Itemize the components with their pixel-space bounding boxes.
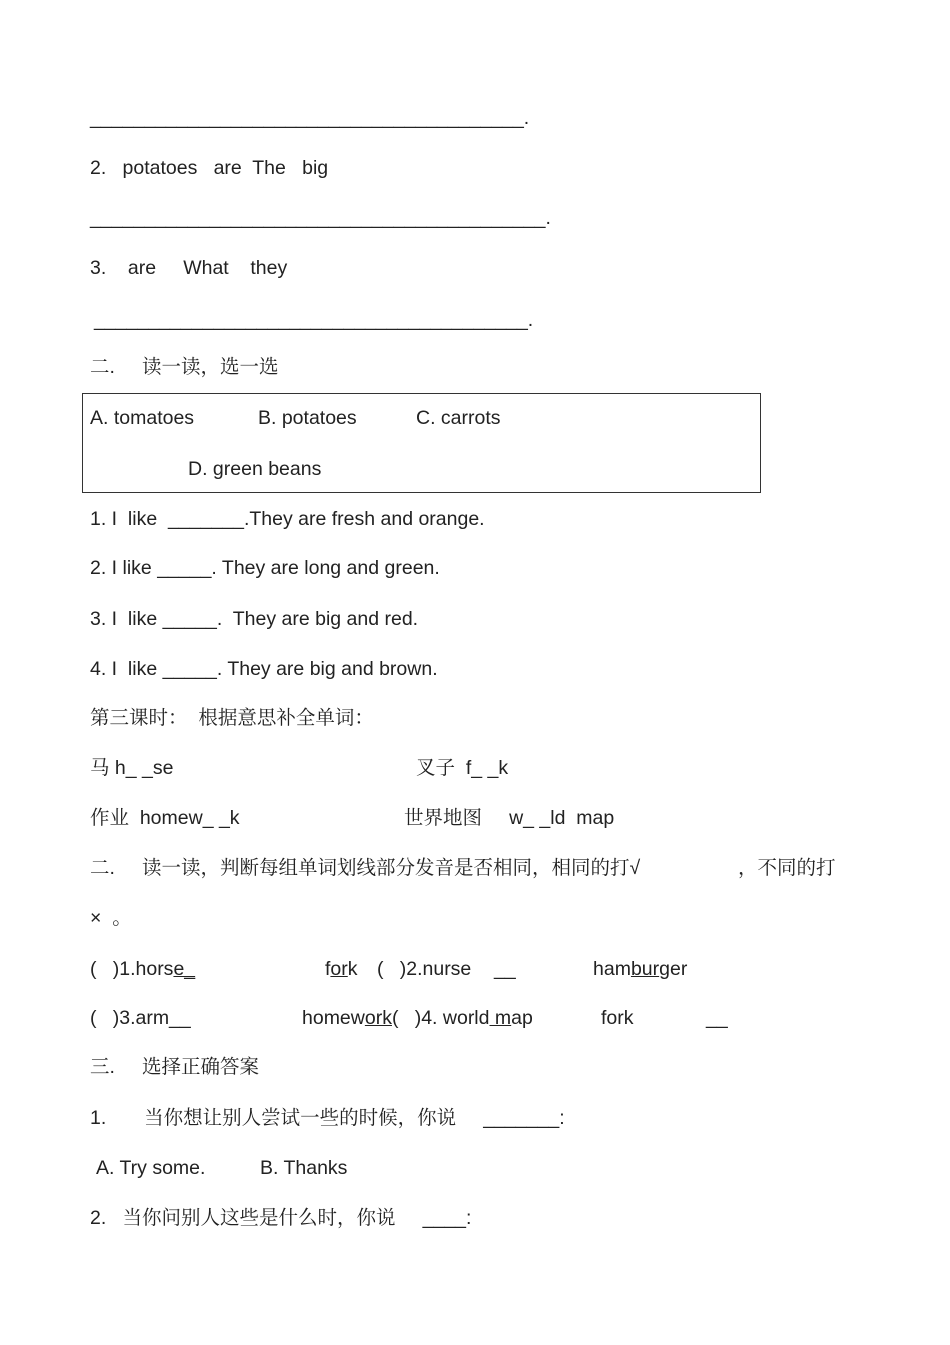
fill-question-2: 2. I like _____. They are long and green.	[90, 557, 440, 579]
lesson-3-title: 第三课时： 根据意思补全单词：	[90, 707, 374, 729]
pair-2-nurse: ( )2.nurse	[377, 958, 472, 980]
answer-line-1: ________________________________________.	[90, 107, 530, 129]
choice-question-2: 2. 当你问别人这些是什么时，你说 ____:	[90, 1207, 472, 1229]
pair-2-blank: __	[494, 958, 516, 980]
section-2b-instruction: 二. 读一读，判断每组单词划线部分发音是否相同，相同的打√	[90, 857, 641, 879]
answer-line-2: __________________________________________.	[90, 207, 551, 229]
section-2b-instruction-end: ，不同的打	[738, 857, 836, 879]
word-horse: 马 h_ _se	[90, 757, 174, 779]
fill-question-1: 1. I like _______.They are fresh and orange.	[90, 508, 485, 530]
option-a: A. tomatoes	[90, 407, 195, 429]
choice-1-option-a: A. Try some.	[96, 1157, 206, 1179]
word-fork: 叉子 f_ _k	[416, 757, 509, 779]
pair-4-fork: fork	[601, 1007, 634, 1029]
reorder-question-2: 2. potatoes are The big	[90, 157, 329, 179]
fill-question-3: 3. I like _____. They are big and red.	[90, 608, 419, 630]
choice-question-1: 1. 当你想让别人尝试一些的时候，你说 _______:	[90, 1107, 565, 1129]
pair-3-arm: ( )3.arm	[90, 1007, 170, 1029]
word-homework: 作业 homew_ _k	[90, 807, 240, 829]
section-3-title: 三. 选择正确答案	[90, 1056, 260, 1078]
section-2b-instruction-cont: × 。	[90, 907, 132, 929]
option-d: D. green beans	[188, 458, 322, 480]
pair-3-blank: __	[169, 1007, 191, 1029]
option-b: B. potatoes	[258, 407, 357, 429]
pair-2-hamburger: hamburger	[593, 958, 688, 980]
pair-3-homework: homework( )4. world map	[302, 1007, 533, 1029]
pair-4-blank: __	[706, 1007, 728, 1029]
pair-1-fork: fork	[325, 958, 358, 980]
pair-1-horse: ( )1.horse_	[90, 958, 196, 980]
answer-line-3: ________________________________________.	[94, 309, 534, 331]
fill-question-4: 4. I like _____. They are big and brown.	[90, 658, 438, 680]
choice-1-option-b: B. Thanks	[260, 1157, 348, 1179]
reorder-question-3: 3. are What they	[90, 257, 288, 279]
section-2-title: 二. 读一读，选一选	[90, 356, 279, 378]
word-world-map: 世界地图 w_ _ld map	[404, 807, 615, 829]
option-c: C. carrots	[416, 407, 501, 429]
